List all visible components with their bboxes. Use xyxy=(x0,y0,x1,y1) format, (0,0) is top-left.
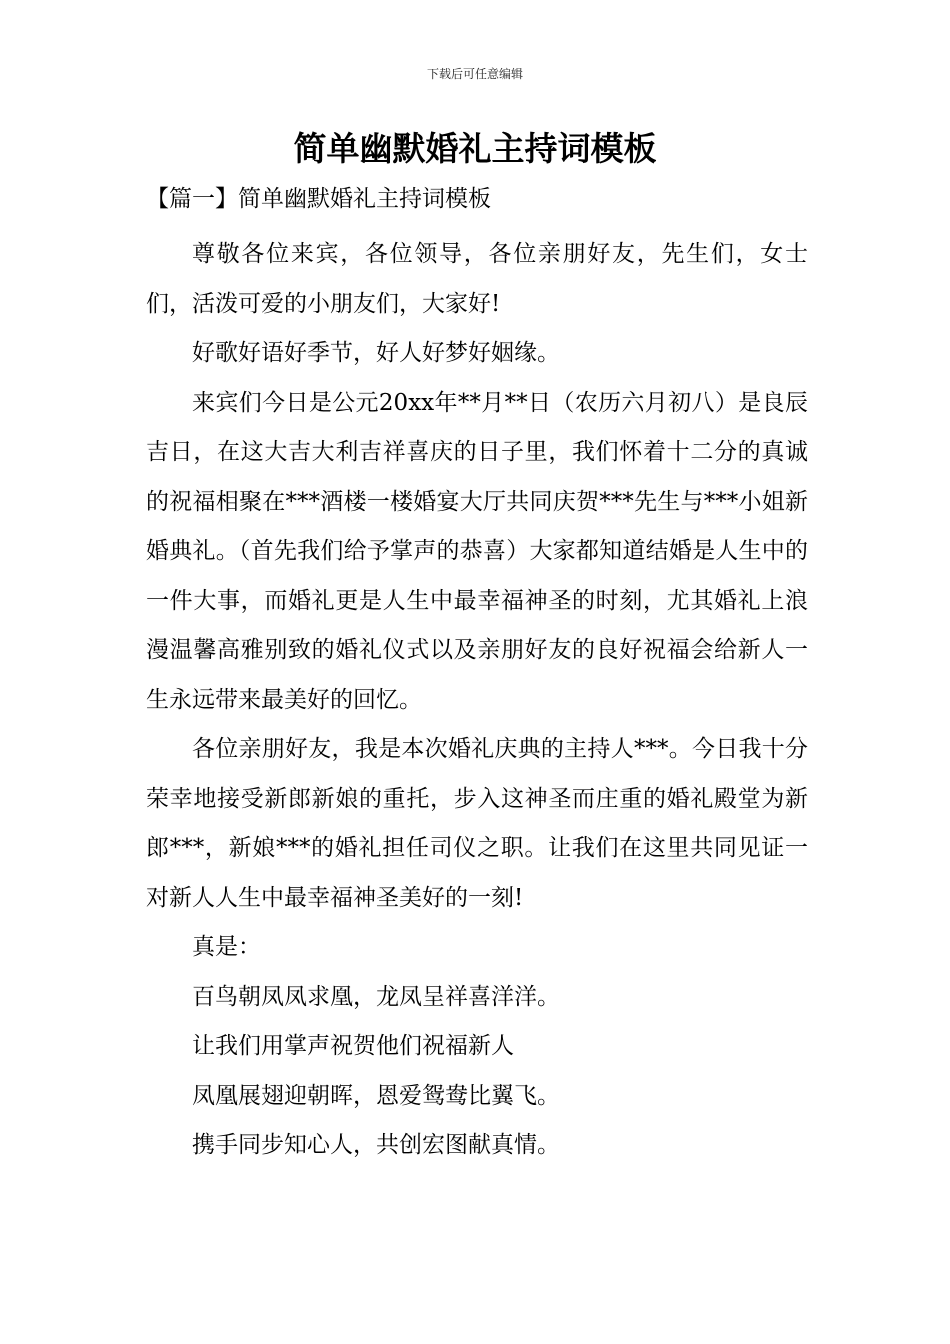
verse-line: 凤凰展翅迎朝晖，恩爱鸳鸯比翼飞。 xyxy=(192,1082,560,1109)
verse-line: 真是： xyxy=(192,934,261,960)
paragraph: 各位亲朋好友，我是本次婚礼庆典的主持人***。今日我十分荣幸地接受新郎新娘的重托，步入这神圣而庄重的婚礼殿堂为新郎***，新娘***的婚礼担任司仪之职。让我们在这里共同见证一对新人人生中最幸福神圣美好的一刻! xyxy=(146,736,808,911)
document-body xyxy=(146,230,808,1171)
document-title: 简单幽默婚礼主持词模板 xyxy=(293,129,657,168)
verse-line: 让我们用掌声祝贺他们祝福新人 xyxy=(192,1033,514,1059)
section-heading: 【篇一】简单幽默婚礼主持词模板 xyxy=(146,186,491,212)
paragraph: 好歌好语好季节，好人好梦好姻缘。 xyxy=(192,340,560,366)
verse-line: 百鸟朝凤凤求凰，龙凤呈祥喜洋洋。 xyxy=(192,983,560,1010)
paragraph: 来宾们今日是公元20xx年**月**日（农历六月初八）是良辰吉日，在这大吉大利吉祥喜庆的日子里，我们怀着十二分的真诚的祝福相聚在***酒楼一楼婚宴大厅共同庆贺***先生与***小姐新婚典礼。（首先我们给予掌声的恭喜）大家都知道结婚是人生中的一件大事，而婚礼更是人生中最幸福神圣的时刻，尤其婚礼上浪漫温馨高雅别致的婚礼仪式以及亲朋好友的良好祝福会给新人一生永远带来最美好的回忆。 xyxy=(146,389,808,713)
paragraph: 尊敬各位来宾，各位领导，各位亲朋好友，先生们，女士们，活泼可爱的小朋友们，大家好! xyxy=(146,241,808,317)
verse-line: 携手同步知心人，共创宏图献真情。 xyxy=(192,1132,560,1158)
page-header-note: 下载后可任意编辑 xyxy=(426,67,523,81)
